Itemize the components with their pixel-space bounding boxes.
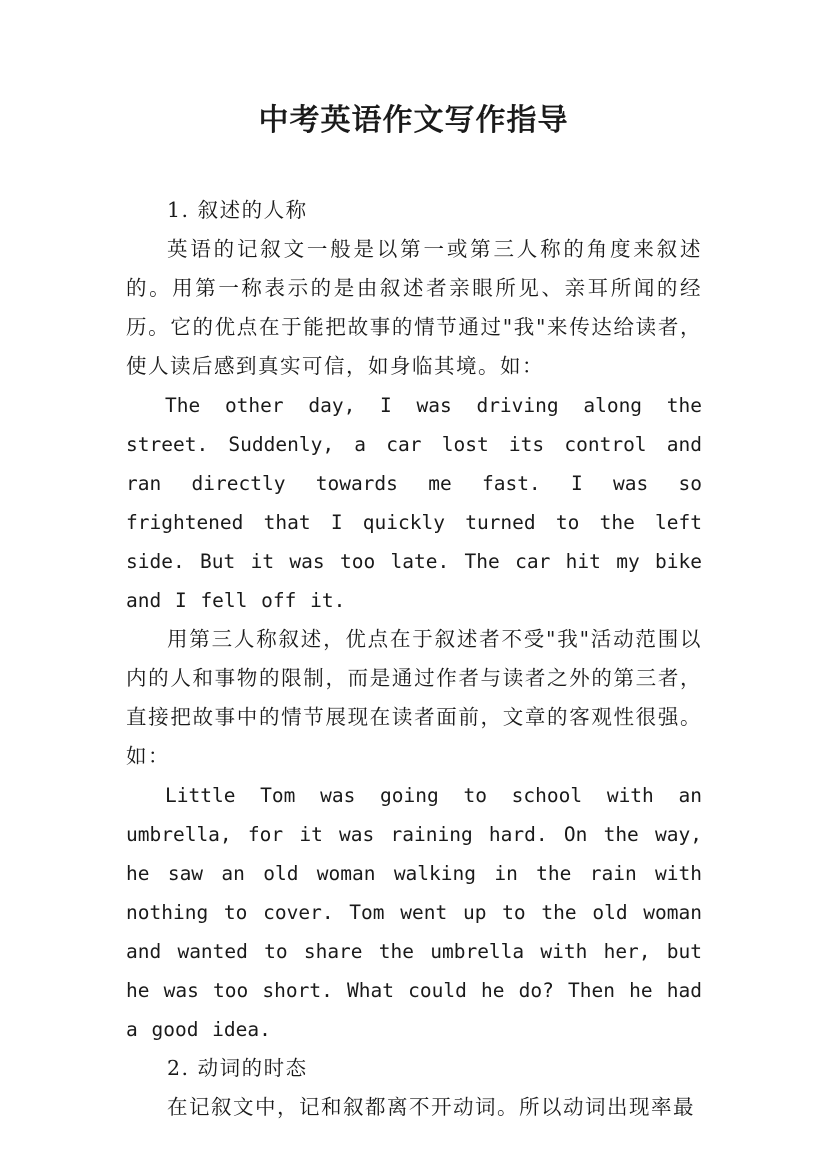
section-heading-narrative-person: 1. 叙述的人称 [167,198,308,222]
document-body [126,191,702,1127]
section-heading-verb-tense: 2. 动词的时态 [167,1056,308,1080]
paragraph-verb-tense-intro: 在记叙文中，记和叙都离不开动词。所以动词出现率最 [167,1095,695,1119]
document-title: 中考英语作文写作指导 [258,103,569,138]
paragraph-first-person-intro: 英语的记叙文一般是以第一或第三人称的角度来叙述的。用第一称表示的是由叙述者亲眼所见、亲耳所闻的经历。它的优点在于能把故事的情节通过"我"来传达给读者，使人读后感到真实可信，如身临其境。如： [126,237,702,378]
paragraph-third-person-intro: 用第三人称叙述，优点在于叙述者不受"我"活动范围以内的人和事物的限制，而是通过作者与读者之外的第三者，直接把故事中的情节展现在读者面前，文章的客观性很强。如： [126,627,702,768]
example-first-person: The other day, I was driving along the street. Suddenly, a car lost its control and ran directly towards me fast. I was so frightened that I quickly turned to the left side. But it was too late. The car hit my bike and I fell off it. [126,394,702,612]
example-third-person: Little Tom was going to school with an umbrella, for it was raining hard. On the way, he saw an old woman walking in the rain with nothing to cover. Tom went up to the old woman and wanted to share the umbrella with her, but he was too short. What could he do? Then he had a good idea. [126,784,702,1041]
